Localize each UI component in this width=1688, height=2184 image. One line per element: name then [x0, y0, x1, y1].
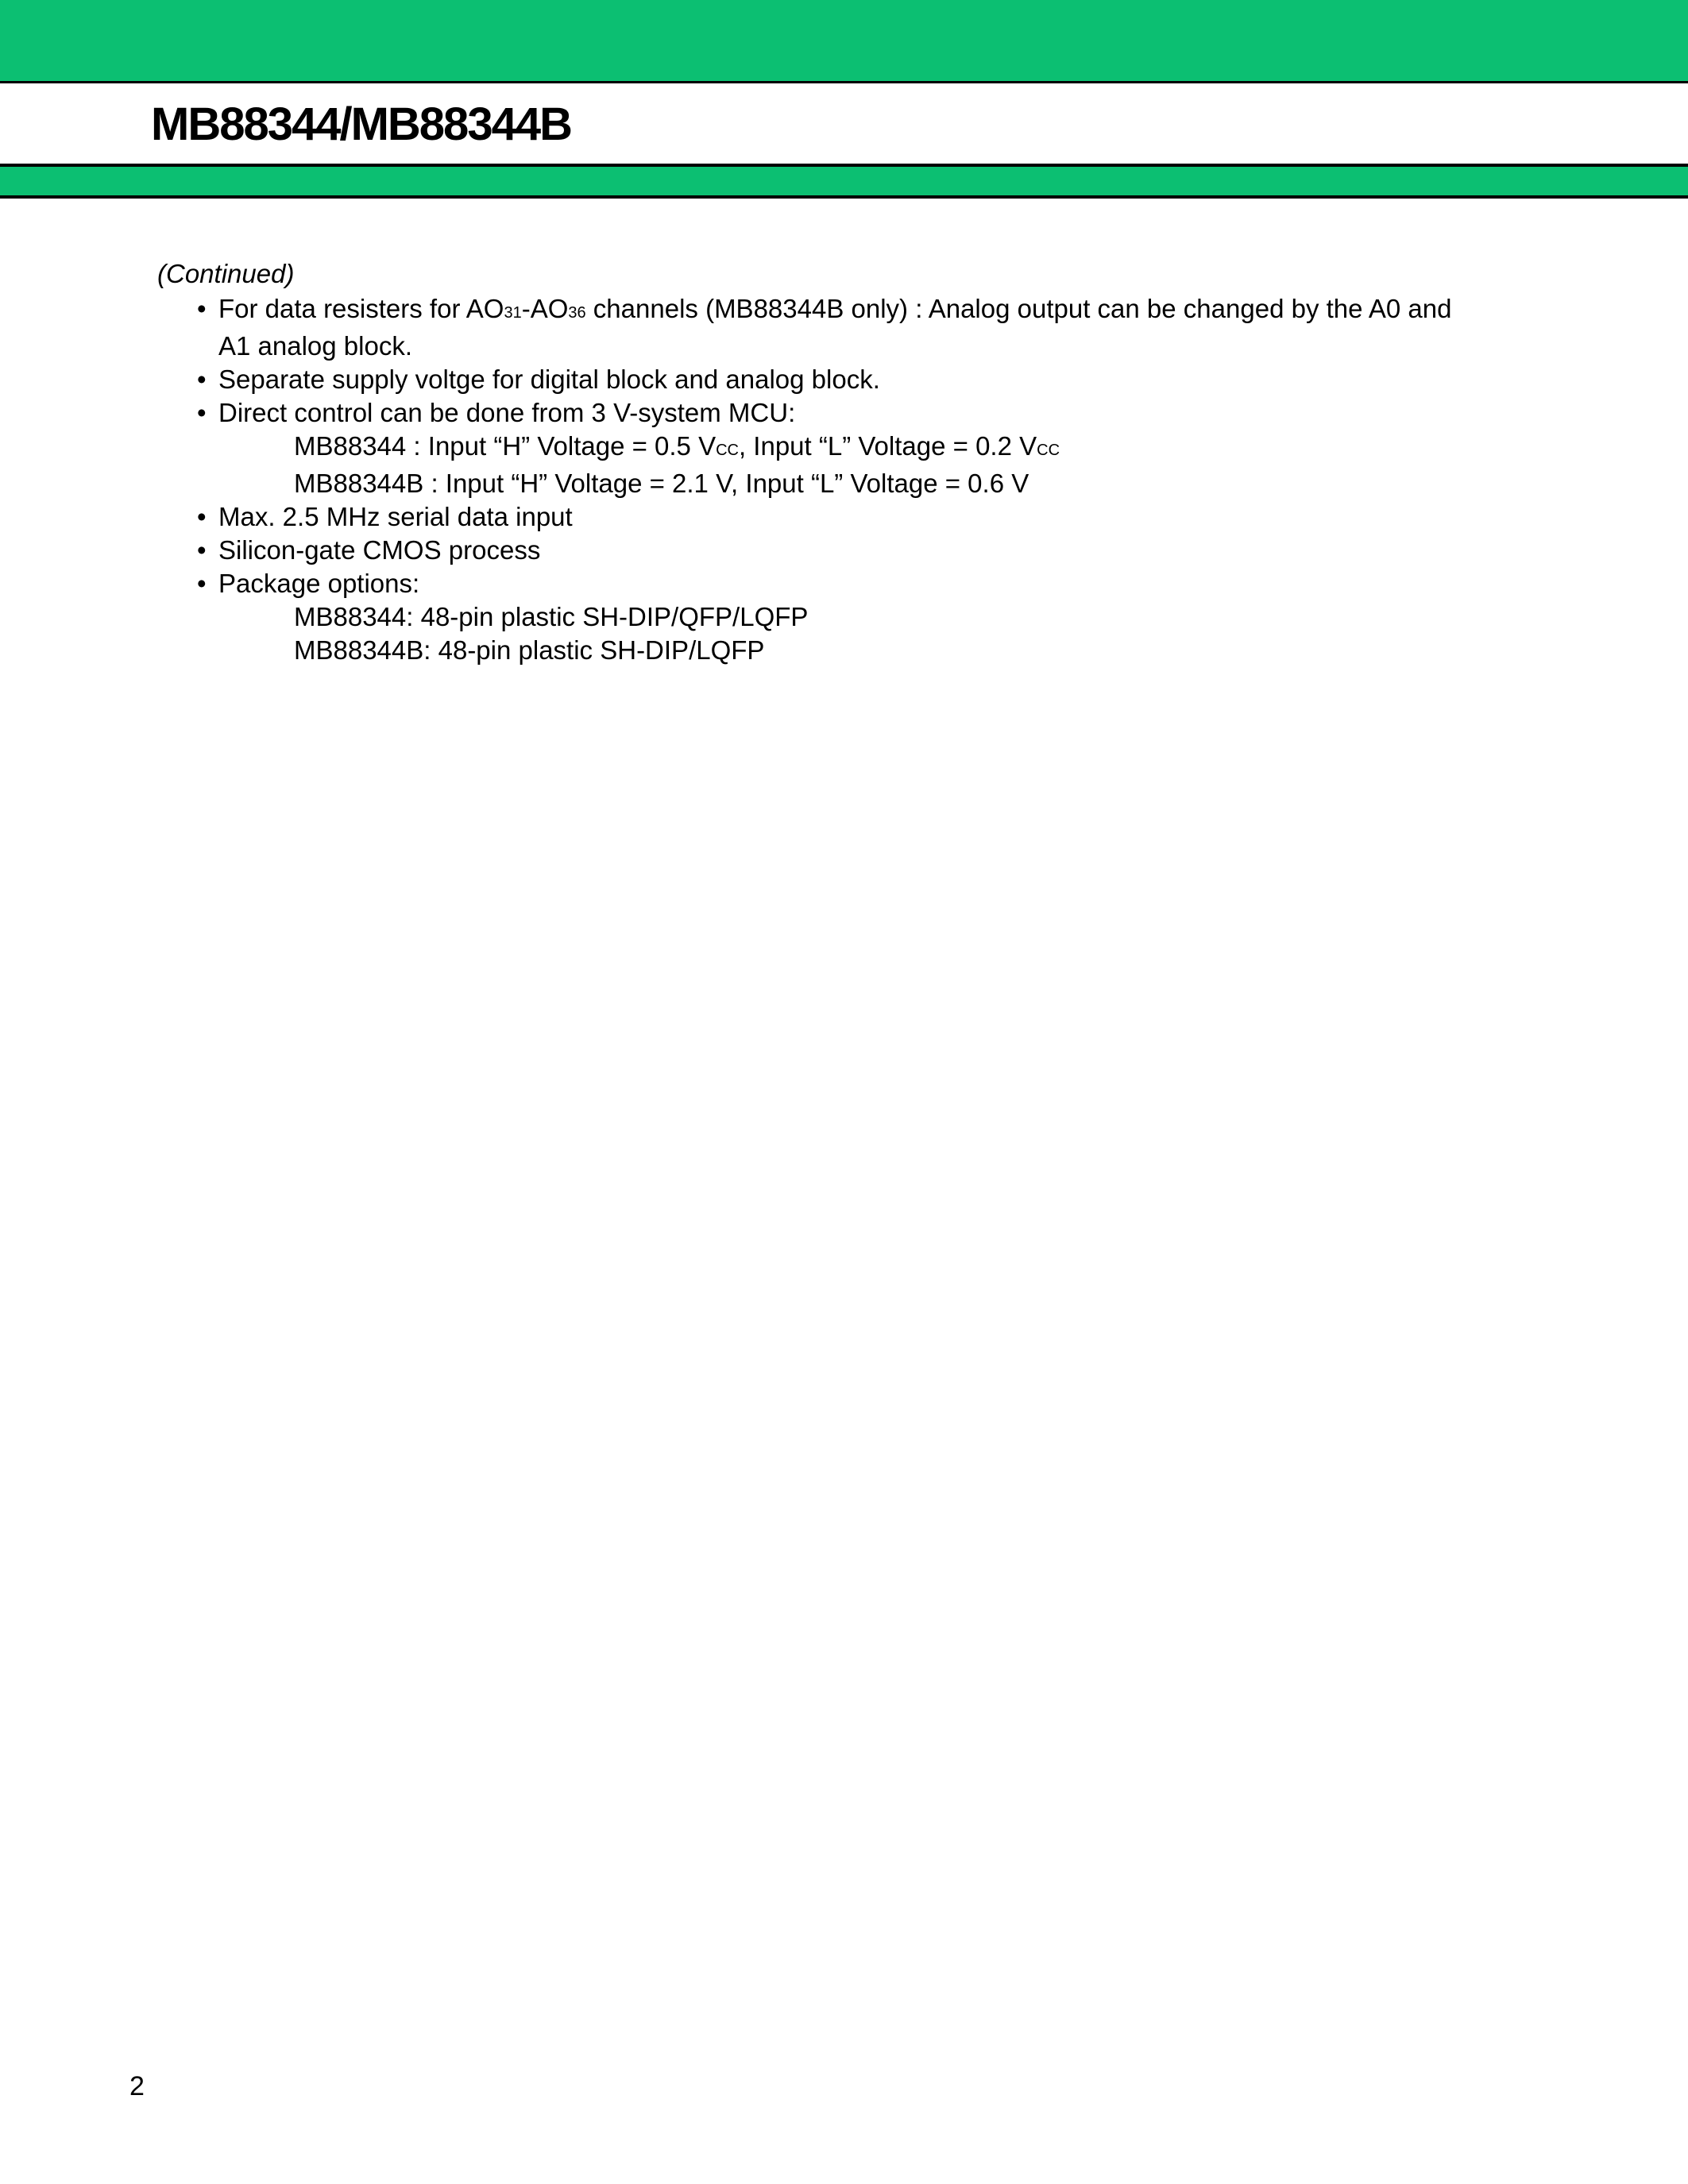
header-bottom-band [0, 164, 1688, 199]
subscript: CC [1037, 442, 1060, 459]
text-part: MB88344 : Input “H” Voltage = 0.5 V [294, 431, 717, 461]
bullet-icon: • [197, 398, 207, 427]
bullet-icon: • [197, 294, 207, 323]
feature-list [157, 257, 1451, 667]
list-item-text [218, 292, 1451, 330]
list-item-text: Package options: [218, 569, 420, 598]
list-item [157, 567, 1451, 600]
continued-label: (Continued) [157, 259, 295, 288]
subscript: 36 [568, 304, 586, 322]
list-item [157, 292, 1451, 363]
list-item [157, 363, 1451, 396]
page-title: MB88344/MB88344B [151, 98, 571, 150]
sub-item: MB88344B: 48-pin plastic SH-DIP/LQFP [294, 635, 765, 665]
list-item-text-continued: A1 analog block. [218, 331, 413, 361]
bullet-icon: • [197, 569, 207, 598]
text-part: -AO [521, 294, 569, 323]
list-item [157, 500, 1451, 534]
text-part: For data resisters for AO [218, 294, 504, 323]
list-item-text: Silicon-gate CMOS process [218, 535, 541, 565]
list-item-text: Max. 2.5 MHz serial data input [218, 502, 573, 531]
bullet-icon: • [197, 502, 207, 531]
list-item-text: Direct control can be done from 3 V-system MCU: [218, 398, 796, 427]
subscript: CC [716, 442, 739, 459]
text-part: , Input “L” Voltage = 0.2 V [738, 431, 1037, 461]
subscript: 31 [504, 304, 522, 322]
sub-item: MB88344: 48-pin plastic SH-DIP/QFP/LQFP [294, 602, 809, 631]
header-top-band [0, 0, 1688, 83]
bullet-icon: • [197, 535, 207, 565]
text-part: channels (MB88344B only) : Analog output can be changed by the A0 and [585, 294, 1452, 323]
page-number: 2 [129, 2071, 145, 2101]
sub-item [157, 430, 1451, 467]
bullet-icon: • [197, 365, 207, 394]
list-item-text: Separate supply voltge for digital block and analog block. [218, 365, 880, 394]
list-item [157, 534, 1451, 567]
list-item [157, 396, 1451, 430]
sub-item: MB88344B : Input “H” Voltage = 2.1 V, Input “L” Voltage = 0.6 V [294, 469, 1029, 498]
